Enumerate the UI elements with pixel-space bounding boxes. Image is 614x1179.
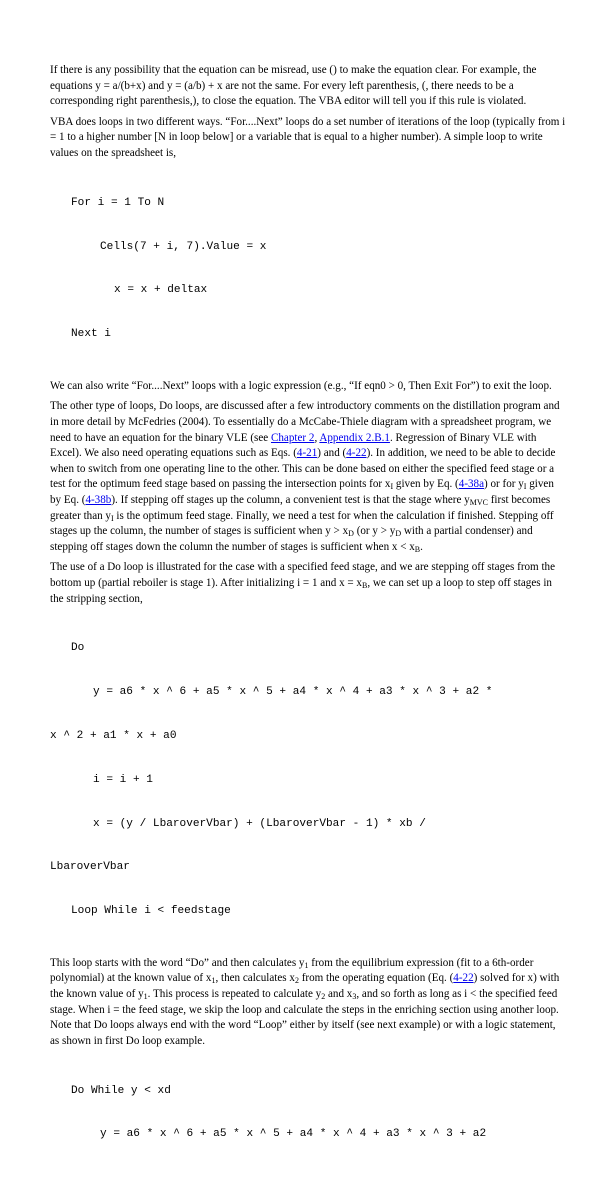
paragraph-parentheses: If there is any possibility that the equation can be misread, use () to make the equation clear. For example, the equations y = a/(b+x) and y = (a/b) + x are not the same. For every left parenthesis, (, there needs to be a corresponding right parenthesis,), to close the equation. The VBA editor will tell you if this rule is violated.	[50, 64, 537, 108]
code-line: x = (y / LbaroverVbar) + (LbaroverVbar - 1) * xb /	[93, 817, 426, 830]
code-line: x ^ 2 + a1 * x + a0	[50, 729, 177, 742]
code-block-do-loop	[50, 612, 566, 948]
code-line: Do	[71, 642, 85, 655]
code-line: Next i	[71, 328, 111, 341]
paragraph-do-loop-example: The use of a Do loop is illustrated for the case with a specified feed stage, and we are stepping off stages from the bottom up (partial reboiler is stage 1). After initializing i = 1 and $x = x_B$, we can set up a loop to step off stages in the stripping section,	[50, 561, 556, 605]
paragraph-do-loops: The other type of loops, Do loops, are discussed after a few introductory comments on the distillation program and in more detail by McFedries (2004). To essentially do a McCabe-Thiele diagram with a spreadsheet program, we need to have an equation for the binary VLE (see Chapter 2, Appendix 2.B.1. Regression of Binary VLE with Excel). We also need operating equations such as Eqs. (4-21) and (4-22). In addition, we need to be able to decide when to switch from one operating line to the other. This can be done based on either the specified feed stage or a test for the optimum feed stage based on passing the intersection points for $x_I$ given by Eq. (4-38a) or for $y_I$ given by Eq. (4-38b). If stepping off stages up the column, a convenient test is that the stage where $y_{MVC}$ first becomes greater than $y_I$ is the optimum feed stage. Finally, we need a test for when the calculation if finished. Stepping off stages up the column, the number of stages is sufficient when $y > x_D$ (or $y > y_D$ with a partial condenser) and stepping off stages down the column the number of stages is sufficient when $x < x_B$.	[50, 400, 560, 554]
paragraph-for-next: VBA does loops in two different ways. “For....Next” loops do a set number of iterations of the loop (typically from i = 1 to a higher number [N in loop below] or a variable that is equal to a higher number). A simple loop to write values on the spreadsheet is,	[50, 115, 566, 159]
code-line: Do While y < xd	[71, 1084, 171, 1097]
code-line: Loop While i < feedstage	[71, 905, 231, 918]
link-eq-4-38a[interactable]: 4-38a	[458, 478, 485, 491]
link-eq-4-22[interactable]: 4-22	[346, 447, 367, 460]
code-block-for-loop	[50, 167, 566, 371]
document-page	[50, 63, 566, 1179]
code-line: x = x + deltax	[114, 284, 208, 297]
paragraph-for-exit: We can also write “For....Next” loops with a logic expression (e.g., “If eqn0 > 0, Then Exit For”) to exit the loop.	[50, 379, 552, 392]
code-line: Cells(7 + i, 7).Value = x	[100, 240, 267, 253]
code-line: y = a6 * x ^ 6 + a5 * x ^ 5 + a4 * x ^ 4 + a3 * x ^ 3 + a2 *	[93, 686, 493, 699]
code-line: y = a6 * x ^ 6 + a5 * x ^ 5 + a4 * x ^ 4 + a3 * x ^ 3 + a2	[100, 1128, 487, 1141]
code-block-do-while	[50, 1054, 566, 1171]
link-eq-4-38b[interactable]: 4-38b	[85, 494, 112, 507]
link-eq-4-22[interactable]: 4-22	[453, 972, 474, 985]
paragraph-do-loop-explanation: This loop starts with the word “Do” and then calculates $y_1$ from the equilibrium expression (fit to a 6th-order polynomial) at the known value of $x_1$, then calculates $x_2$ from the operating equation (Eq. (4-22) solved for x) with the known value of $y_1$. This process is repeated to calculate $y_2$ and $x_3$, and so forth as long as i < the specified feed stage. When i = the feed stage, we skip the loop and calculate the steps in the enriching section using another loop. Note that Do loops always end with the word “Loop” either by itself (see next example) or with a logic statement, as shown in first Do loop example.	[50, 956, 560, 1047]
code-line: For i = 1 To N	[71, 196, 165, 209]
code-line: LbaroverVbar	[50, 861, 130, 874]
link-eq-4-21[interactable]: 4-21	[296, 447, 318, 460]
code-line: i = i + 1	[93, 773, 153, 786]
link-chapter-2[interactable]: Chapter 2	[270, 431, 315, 444]
link-appendix-2b1[interactable]: Appendix 2.B.1	[319, 431, 390, 444]
